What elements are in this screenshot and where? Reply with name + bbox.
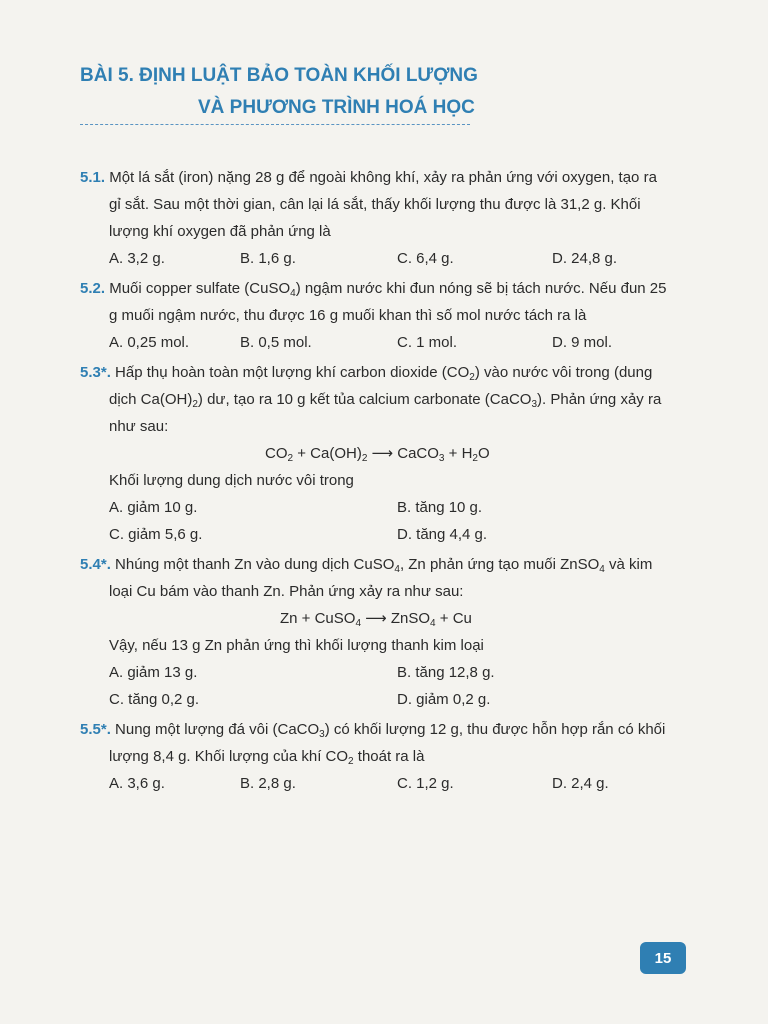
title-divider [80,124,470,125]
question-stem-part: ) dư, tạo ra 10 g kết tủa calcium carbonate (CaCO [197,391,532,408]
answer-options [80,245,670,272]
option-a[interactable]: A. 3,6 g. [109,775,165,792]
question-prompt: Vậy, nếu 13 g Zn phản ứng thì khối lượng thanh kim loại [109,637,484,654]
question-stem: Một lá sắt (iron) nặng 28 g để ngoài không khí, xảy ra phản ứng với oxygen, tạo ra gỉ sắt. Sau một thời gian, cân lại lá sắt, thấy khối lượng thu được là 31,2 g. Khối lượng khí oxygen đã phản ứng là [109,169,657,240]
question-number: 5.4*. [80,556,111,573]
question-stem-part: Nhúng một thanh Zn vào dung dịch CuSO [115,556,395,573]
option-a[interactable]: A. giảm 10 g. [109,499,198,516]
question-number: 5.3*. [80,364,111,381]
answer-options-row1 [80,659,670,686]
lesson-title-line2: VÀ PHƯƠNG TRÌNH HOÁ HỌC [198,97,475,118]
subscript: 4 [394,564,400,575]
option-b[interactable]: B. tăng 12,8 g. [397,664,495,681]
subscript: 4 [290,288,296,299]
question-text [80,275,670,329]
eq-term: + Cu [435,610,472,627]
subscript: 3 [438,453,445,464]
subscript: 3 [319,729,325,740]
question-stem-part: ) có khối lượng 12 g, thu được hỗn hợp rắn có khối lượng 8,4 g. Khối lượng của khí CO [109,721,666,765]
question-5-3 [80,359,670,548]
eq-term: CO [265,445,288,462]
option-b[interactable]: B. 1,6 g. [240,250,296,267]
lesson-title-line1: BÀI 5. ĐỊNH LUẬT BẢO TOÀN KHỐI LƯỢNG [80,65,478,86]
option-a[interactable]: A. 3,2 g. [109,250,165,267]
eq-term: ZnSO [390,610,431,627]
exercise-list [80,164,670,800]
option-c[interactable]: C. 1 mol. [397,334,458,351]
question-stem-part: ) ngậm nước khi đun nóng sẽ bị tách nước. Nếu đun 25 g muối ngậm nước, thu được 16 g muối khan thì số mol nước tách ra là [109,280,667,324]
subscript: 4 [355,618,362,629]
question-number: 5.5*. [80,721,111,738]
eq-term: + H [444,445,473,462]
subscript: 2 [472,453,478,464]
question-stem-part: thoát ra là [353,748,425,765]
option-b[interactable]: B. 2,8 g. [240,775,296,792]
option-d[interactable]: D. giảm 0,2 g. [397,691,491,708]
subscript: 4 [430,618,436,629]
reaction-arrow: ⟶ [367,445,398,462]
question-5-2 [80,275,670,356]
option-a[interactable]: A. 0,25 mol. [109,334,190,351]
question-5-4 [80,551,670,713]
question-stem-part: Hấp thụ hoàn toàn một lượng khí carbon dioxide (CO [115,364,470,381]
question-stem-part: ). Phản ứng xảy ra như sau: [109,391,662,435]
option-c[interactable]: C. tăng 0,2 g. [109,691,200,708]
option-d[interactable]: D. tăng 4,4 g. [397,526,488,543]
chemical-equation [80,440,670,467]
lesson-title [80,60,480,124]
subscript: 2 [287,453,294,464]
subscript: 2 [469,372,475,383]
eq-term: Zn + CuSO [280,610,356,627]
eq-term: O [477,445,490,462]
option-b[interactable]: B. 0,5 mol. [240,334,312,351]
question-text [80,359,670,440]
question-5-5 [80,716,670,797]
eq-term: CaCO [397,445,439,462]
subscript: 4 [599,564,605,575]
answer-options-row1 [80,494,670,521]
subscript: 3 [531,399,538,410]
subscript: 2 [348,756,354,767]
answer-options-row2 [80,686,670,713]
answer-options-row2 [80,521,670,548]
option-b[interactable]: B. tăng 10 g. [397,499,483,516]
subscript: 2 [361,453,368,464]
question-stem-part: ) vào nước vôi trong (dung dịch Ca(OH) [109,364,653,408]
question-text [80,551,670,605]
question-stem-part: Muối copper sulfate (CuSO [109,280,291,297]
answer-options [80,770,670,797]
question-prompt: Khối lượng dung dịch nước vôi trong [109,472,354,489]
option-c[interactable]: C. 6,4 g. [397,250,454,267]
question-stem-part: Nung một lượng đá vôi (CaCO [115,721,320,738]
option-c[interactable]: C. 1,2 g. [397,775,454,792]
eq-term: + Ca(OH) [293,445,362,462]
answer-options [80,329,670,356]
subscript: 2 [192,399,198,410]
chemical-equation [80,605,670,632]
option-d[interactable]: D. 24,8 g. [552,250,618,267]
question-number: 5.1. [80,169,106,186]
question-stem-part: và kim loại Cu bám vào thanh Zn. Phản ứng xảy ra như sau: [109,556,653,600]
question-number: 5.2. [80,280,106,297]
question-text [80,716,670,770]
page-number-badge: 15 [640,942,686,974]
question-text [80,164,670,245]
option-a[interactable]: A. giảm 13 g. [109,664,198,681]
question-stem-part: , Zn phản ứng tạo muối ZnSO [399,556,600,573]
option-d[interactable]: D. 9 mol. [552,334,613,351]
option-c[interactable]: C. giảm 5,6 g. [109,526,203,543]
reaction-arrow: ⟶ [361,610,391,627]
question-5-1 [80,164,670,272]
option-d[interactable]: D. 2,4 g. [552,775,609,792]
